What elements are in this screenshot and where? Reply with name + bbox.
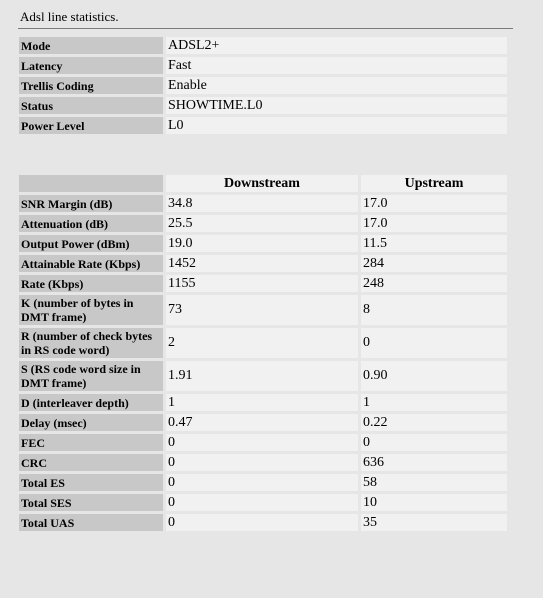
- downstream-value: 0: [166, 474, 358, 491]
- stats-row: [19, 235, 507, 252]
- info-row-power-level: [19, 117, 507, 134]
- stats-label: R (number of check bytes in RS code word): [19, 328, 163, 358]
- upstream-value: 0: [361, 328, 507, 358]
- info-row-status: [19, 97, 507, 114]
- info-value: L0: [166, 117, 507, 134]
- downstream-value: 0: [166, 494, 358, 511]
- info-value: ADSL2+: [166, 37, 507, 54]
- upstream-value: 0: [361, 434, 507, 451]
- info-row-trellis-coding: [19, 77, 507, 94]
- stats-label: Attainable Rate (Kbps): [19, 255, 163, 272]
- info-value: SHOWTIME.L0: [166, 97, 507, 114]
- upstream-value: 284: [361, 255, 507, 272]
- downstream-value: 0: [166, 434, 358, 451]
- stats-row: [19, 474, 507, 491]
- upstream-value: 8: [361, 295, 507, 325]
- stats-header-row: [19, 175, 507, 192]
- upstream-value: 0.90: [361, 361, 507, 391]
- stats-label: Total ES: [19, 474, 163, 491]
- downstream-value: 0: [166, 454, 358, 471]
- stats-row: [19, 255, 507, 272]
- stats-label: Attenuation (dB): [19, 215, 163, 232]
- upstream-value: 0.22: [361, 414, 507, 431]
- stats-header-blank: [19, 175, 163, 192]
- info-row-mode: [19, 37, 507, 54]
- downstream-value: 0.47: [166, 414, 358, 431]
- downstream-value: 1: [166, 394, 358, 411]
- stats-row: [19, 195, 507, 212]
- stats-label: Output Power (dBm): [19, 235, 163, 252]
- info-row-latency: [19, 57, 507, 74]
- upstream-value: 17.0: [361, 215, 507, 232]
- upstream-value: 248: [361, 275, 507, 292]
- info-label: Power Level: [19, 117, 163, 134]
- info-value: Fast: [166, 57, 507, 74]
- downstream-value: 19.0: [166, 235, 358, 252]
- downstream-value: 25.5: [166, 215, 358, 232]
- page-title: Adsl line statistics.: [20, 9, 119, 24]
- stats-row: [19, 494, 507, 511]
- stats-label: D (interleaver depth): [19, 394, 163, 411]
- info-label: Latency: [19, 57, 163, 74]
- stats-label: K (number of bytes in DMT frame): [19, 295, 163, 325]
- stats-row: [19, 215, 507, 232]
- stats-row: [19, 275, 507, 292]
- downstream-value: 73: [166, 295, 358, 325]
- upstream-value: 17.0: [361, 195, 507, 212]
- stats-label: Delay (msec): [19, 414, 163, 431]
- header-divider: [18, 28, 513, 29]
- upstream-value: 35: [361, 514, 507, 531]
- stats-row: [19, 434, 507, 451]
- downstream-value: 1155: [166, 275, 358, 292]
- info-label: Mode: [19, 37, 163, 54]
- stats-label: S (RS code word size in DMT frame): [19, 361, 163, 391]
- stats-label: FEC: [19, 434, 163, 451]
- stats-row: [19, 328, 507, 358]
- info-value: Enable: [166, 77, 507, 94]
- upstream-value: 1: [361, 394, 507, 411]
- stats-row: [19, 454, 507, 471]
- downstream-value: 1.91: [166, 361, 358, 391]
- downstream-value: 2: [166, 328, 358, 358]
- stats-row: [19, 394, 507, 411]
- stats-row: [19, 514, 507, 531]
- downstream-value: 34.8: [166, 195, 358, 212]
- info-label: Trellis Coding: [19, 77, 163, 94]
- line-stats-table: [16, 172, 510, 534]
- upstream-header: Upstream: [361, 175, 507, 192]
- stats-row: [19, 295, 507, 325]
- stats-row: [19, 361, 507, 391]
- upstream-value: 58: [361, 474, 507, 491]
- stats-label: Total SES: [19, 494, 163, 511]
- stats-label: CRC: [19, 454, 163, 471]
- stats-label: Total UAS: [19, 514, 163, 531]
- stats-label: Rate (Kbps): [19, 275, 163, 292]
- downstream-value: 0: [166, 514, 358, 531]
- upstream-value: 10: [361, 494, 507, 511]
- info-label: Status: [19, 97, 163, 114]
- upstream-value: 11.5: [361, 235, 507, 252]
- stats-label: SNR Margin (dB): [19, 195, 163, 212]
- downstream-value: 1452: [166, 255, 358, 272]
- stats-row: [19, 414, 507, 431]
- downstream-header: Downstream: [166, 175, 358, 192]
- upstream-value: 636: [361, 454, 507, 471]
- line-info-table: [16, 34, 510, 137]
